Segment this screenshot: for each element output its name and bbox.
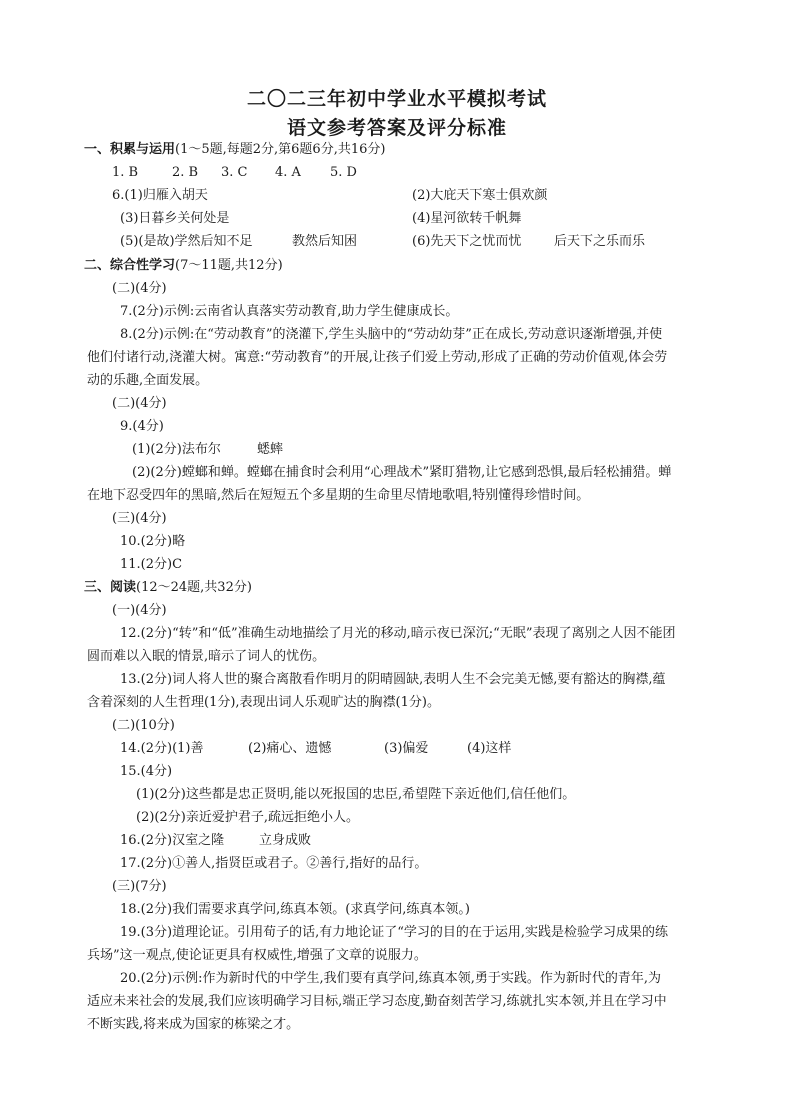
q18-answer: 18.(2分)我们需要求真学问,练真本领。(求真学问,练真本领。) bbox=[120, 902, 470, 917]
q6-answer-4: (4)星河欲转千帆舞 bbox=[412, 211, 522, 226]
q6-answer-5a: (5)(是故)学然后知不足 bbox=[120, 234, 253, 249]
group-heading: (三)(4分) bbox=[112, 511, 167, 526]
q12-answer-line-2: 圆而难以入眠的情景,暗示了词人的忧伤。 bbox=[87, 649, 326, 664]
q9-2-answer-line-2: 在地下忍受四年的黑暗,然后在短短五个多星期的生命里尽情地歌唱,特别懂得珍惜时间。 bbox=[87, 488, 590, 503]
section-heading-1 bbox=[84, 142, 385, 158]
section-title: 二、综合性学习 bbox=[84, 258, 176, 273]
q20-answer-line-3: 不断实践,将来成为国家的栋梁之才。 bbox=[87, 1017, 300, 1032]
q13-answer-line-2: 含着深刻的人生哲理(1分),表现出词人乐观旷达的胸襟(1分)。 bbox=[87, 695, 440, 710]
group-heading: (三)(7分) bbox=[112, 879, 167, 894]
q14-answer-3: (3)偏爱 bbox=[384, 741, 429, 756]
q16-answer-b: 立身成败 bbox=[259, 833, 312, 848]
q10-answer: 10.(2分)略 bbox=[120, 534, 186, 549]
q19-answer-line-1: 19.(3分)道理论证。引用荀子的话,有力地论证了“学习的目的在于运用,实践是检验学习成果的练 bbox=[120, 925, 669, 940]
q19-answer-line-2: 兵场”这一观点,使论证更具有权威性,增强了文章的说服力。 bbox=[87, 948, 427, 963]
section-note: (7～11题,共12分) bbox=[175, 258, 283, 273]
q9-2-answer-line-1: (2)(2分)螳螂和蝉。螳螂在捕食时会利用“心理战术”紧盯猎物,让它感到恐惧,最后轻松捕猎。蝉 bbox=[132, 465, 672, 480]
q14-answer-4: (4)这样 bbox=[467, 741, 512, 756]
mc-answer-2: 2. B bbox=[172, 165, 199, 180]
section-note: (1～5题,每题2分,第6题6分,共16分) bbox=[175, 142, 386, 157]
q6-answer-6b: 后天下之乐而乐 bbox=[554, 234, 646, 249]
mc-answer-3: 3. C bbox=[221, 165, 248, 180]
group-heading: (二)(10分) bbox=[112, 718, 175, 733]
section-title: 三、阅读 bbox=[84, 580, 137, 595]
q6-answer-6a: (6)先天下之忧而忧 bbox=[412, 234, 522, 249]
q9-1-answer-b: 蟋蟀 bbox=[257, 442, 284, 457]
mc-answer-4: 4. A bbox=[275, 165, 301, 180]
q15-2-answer: (2)(2分)亲近爱护君子,疏远拒绝小人。 bbox=[136, 810, 359, 825]
q9-1-answer-a: (1)(2分)法布尔 bbox=[132, 442, 221, 457]
q20-answer-line-2: 适应未来社会的发展,我们应该明确学习目标,端正学习态度,勤奋刻苦学习,练就扎实本领,并且在学习中 bbox=[87, 994, 667, 1009]
q6-answer-1: 6.(1)归雁入胡天 bbox=[112, 188, 208, 203]
group-heading: (一)(4分) bbox=[112, 603, 167, 618]
q8-answer-line-3: 动的乐趣,全面发展。 bbox=[87, 373, 209, 388]
q16-answer-a: 16.(2分)汉室之隆 bbox=[120, 833, 225, 848]
q8-answer-line-2: 他们付诸行动,浇灌大树。寓意:“劳动教育”的开展,让孩子们爱上劳动,形成了正确的劳动价值观,体会劳 bbox=[87, 350, 668, 365]
q8-answer-line-1: 8.(2分)示例:在“劳动教育”的浇灌下,学生头脑中的“劳动幼芽”正在成长,劳动意识逐渐增强,并使 bbox=[120, 327, 663, 342]
q13-answer-line-1: 13.(2分)词人将人世的聚合离散看作明月的阴晴圆缺,表明人生不会完美无憾,要有豁达的胸襟,蕴 bbox=[120, 672, 666, 687]
page-title: 二〇二三年初中学业水平模拟考试 bbox=[246, 88, 547, 110]
group-heading: (二)(4分) bbox=[112, 396, 167, 411]
q6-answer-5b: 教然后知困 bbox=[292, 234, 358, 249]
mc-answer-1: 1. B bbox=[112, 165, 139, 180]
q6-answer-3: (3)日暮乡关何处是 bbox=[120, 211, 230, 226]
q17-answer: 17.(2分)①善人,指贤臣或君子。②善行,指好的品行。 bbox=[120, 856, 428, 871]
q20-answer-line-1: 20.(2分)示例:作为新时代的中学生,我们要有真学问,练真本领,勇于实践。作为新时代的青年,为 bbox=[120, 971, 661, 986]
section-heading-3 bbox=[84, 580, 252, 596]
section-title: 一、积累与运用 bbox=[84, 142, 176, 157]
q14-answer-2: (2)痛心、遗憾 bbox=[248, 741, 332, 756]
q11-answer: 11.(2分)C bbox=[120, 557, 183, 572]
q6-answer-2: (2)大庇天下寒士俱欢颜 bbox=[412, 188, 548, 203]
q7-answer: 7.(2分)示例:云南省认真落实劳动教育,助力学生健康成长。 bbox=[120, 304, 459, 319]
section-note: (12～24题,共32分) bbox=[136, 580, 252, 595]
group-heading: (二)(4分) bbox=[112, 281, 167, 296]
mc-answer-5: 5. D bbox=[330, 165, 357, 180]
q12-answer-line-1: 12.(2分)“转”和“低”准确生动地描绘了月光的移动,暗示夜已深沉;“无眠”表现了离别之人因不能团 bbox=[120, 626, 676, 641]
q15-heading: 15.(4分) bbox=[120, 764, 173, 779]
q9-heading: 9.(4分) bbox=[120, 419, 164, 434]
q15-1-answer: (1)(2分)这些都是忠正贤明,能以死报国的忠臣,希望陛下亲近他们,信任他们。 bbox=[136, 787, 576, 802]
q14-answer-1: 14.(2分)(1)善 bbox=[120, 741, 204, 756]
page-subtitle: 语文参考答案及评分标准 bbox=[286, 117, 507, 139]
section-heading-2 bbox=[84, 258, 283, 274]
